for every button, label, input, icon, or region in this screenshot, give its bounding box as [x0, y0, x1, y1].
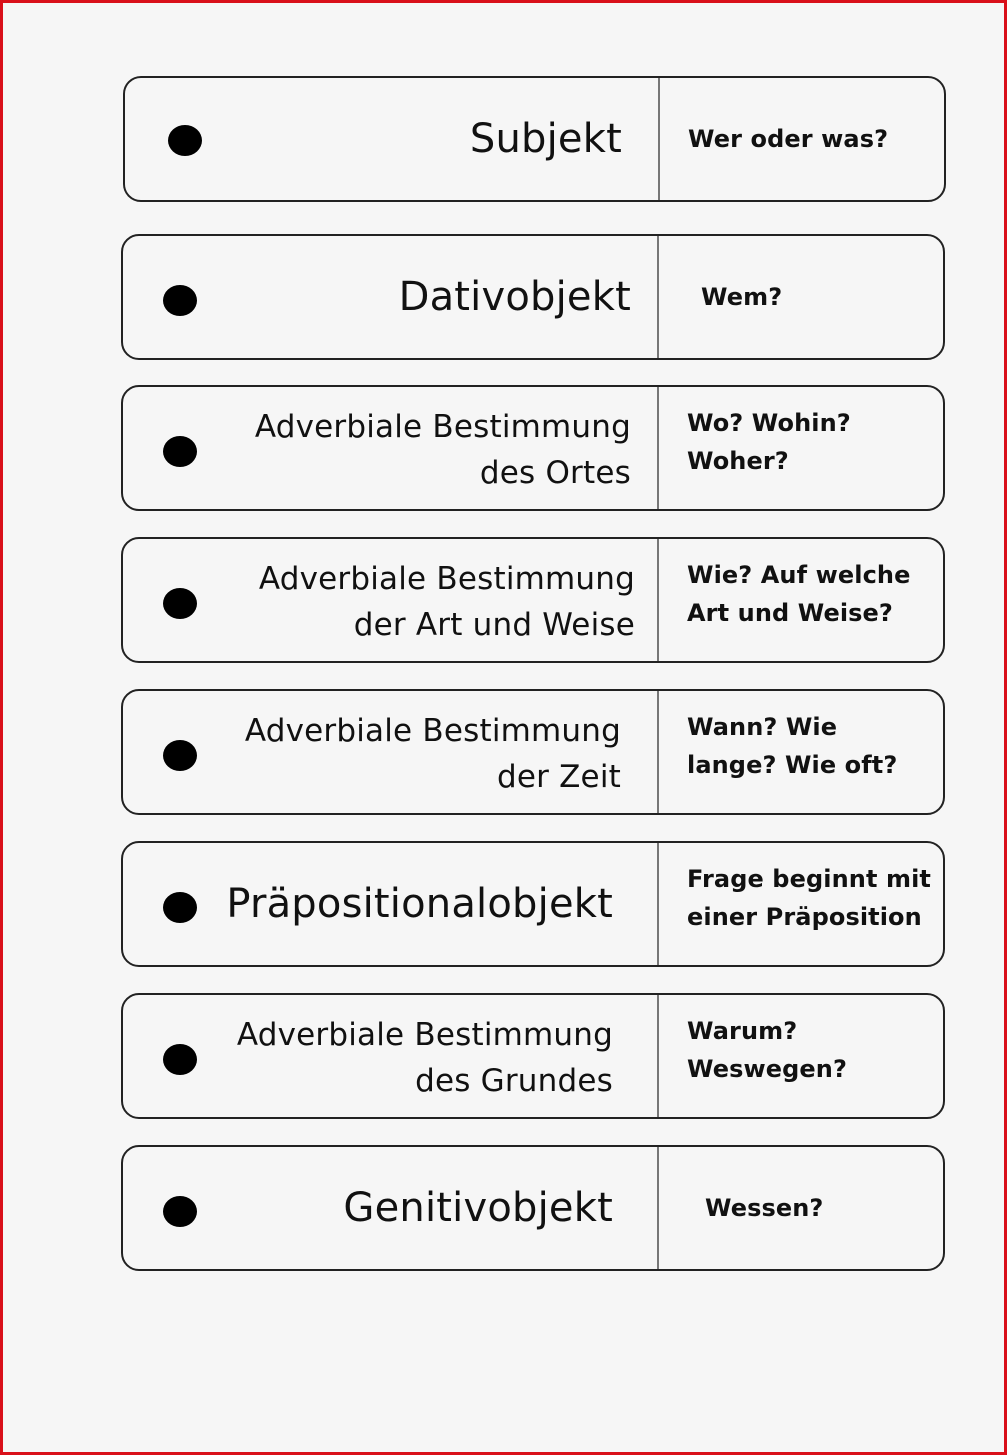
- question-cell: [659, 236, 943, 358]
- bullet-icon: [168, 125, 202, 156]
- question-cell: [659, 691, 943, 813]
- card-adverbiale-zeit[interactable]: [121, 689, 945, 815]
- term-cell: [123, 995, 659, 1117]
- question-label: Frage beginnt mit einer Präposition: [687, 865, 931, 931]
- term-label: Adverbiale Bestimmung des Grundes: [236, 1016, 613, 1099]
- question-label: Wie? Auf welche Art und Weise?: [687, 561, 911, 627]
- card-praepositionalobjekt[interactable]: [121, 841, 945, 967]
- term-label: Dativobjekt: [398, 274, 631, 320]
- question-cell: [659, 387, 943, 509]
- term-label: Adverbiale Bestimmung des Ortes: [254, 408, 631, 491]
- question-cell: [659, 539, 943, 661]
- card-dativobjekt[interactable]: [121, 234, 945, 360]
- question-label: Wer oder was?: [688, 125, 889, 153]
- card-adverbiale-grundes[interactable]: [121, 993, 945, 1119]
- card-genitivobjekt[interactable]: [121, 1145, 945, 1271]
- question-label: Wessen?: [705, 1194, 824, 1222]
- term-cell: [123, 387, 659, 509]
- term-label: Adverbiale Bestimmung der Zeit: [244, 712, 621, 795]
- term-label: Genitivobjekt: [343, 1185, 613, 1231]
- question-label: Wem?: [701, 283, 783, 311]
- bullet-icon: [163, 740, 197, 771]
- question-cell: [659, 1147, 943, 1269]
- bullet-icon: [163, 1196, 197, 1227]
- card-adverbiale-art-weise[interactable]: [121, 537, 945, 663]
- bullet-icon: [163, 588, 197, 619]
- question-label: Wann? Wie lange? Wie oft?: [687, 713, 898, 779]
- term-cell: [123, 691, 659, 813]
- card-subjekt[interactable]: [123, 76, 946, 202]
- card-adverbiale-ortes[interactable]: [121, 385, 945, 511]
- bullet-icon: [163, 436, 197, 467]
- term-label: Subjekt: [469, 116, 622, 162]
- question-label: Wo? Wohin? Woher?: [687, 409, 851, 475]
- term-cell: [123, 236, 659, 358]
- question-cell: [659, 843, 943, 965]
- term-cell: [123, 539, 659, 661]
- bullet-icon: [163, 892, 197, 923]
- bullet-icon: [163, 285, 197, 316]
- bullet-icon: [163, 1044, 197, 1075]
- term-cell: [123, 1147, 659, 1269]
- term-label: Adverbiale Bestimmung der Art und Weise: [258, 560, 635, 643]
- term-cell: [125, 78, 660, 200]
- term-label: Präpositionalobjekt: [226, 881, 613, 927]
- question-cell: [660, 78, 944, 200]
- question-label: Warum? Weswegen?: [687, 1017, 847, 1083]
- term-cell: [123, 843, 659, 965]
- question-cell: [659, 995, 943, 1117]
